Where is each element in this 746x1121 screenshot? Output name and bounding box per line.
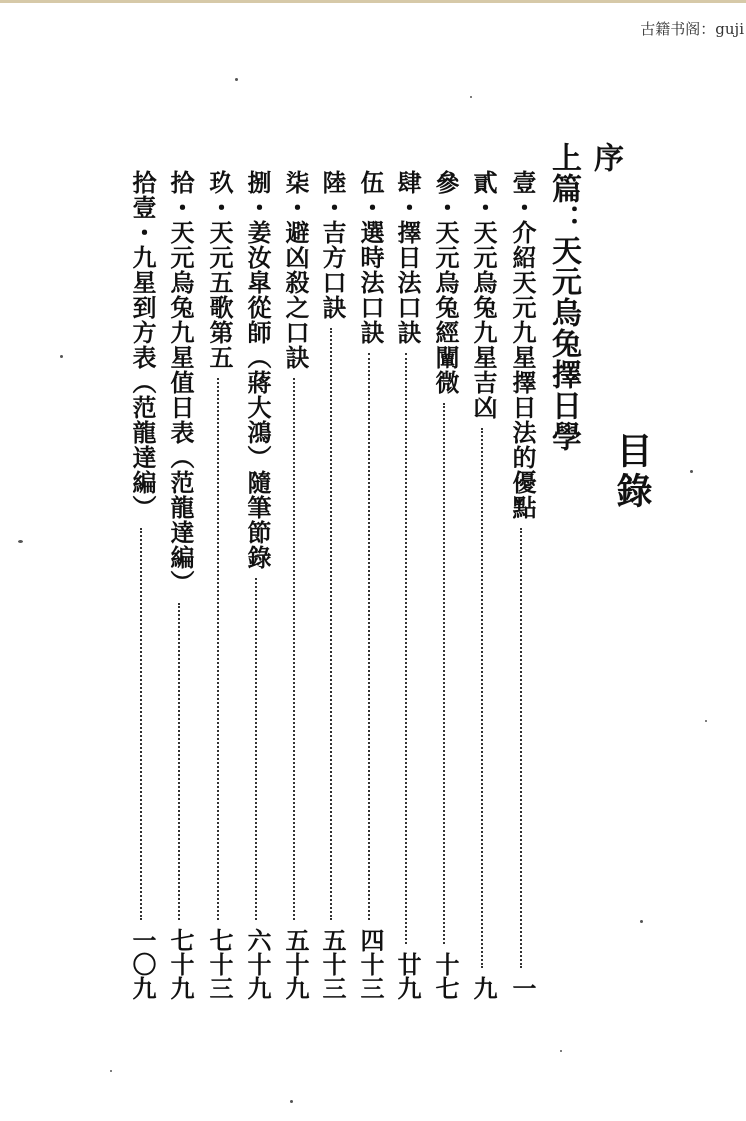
page-title: 目錄 bbox=[611, 432, 652, 512]
scan-speck bbox=[235, 78, 238, 81]
toc-title: 陸・吉方口訣 bbox=[318, 170, 346, 320]
toc-title: 肆・擇日法口訣 bbox=[393, 170, 421, 345]
toc-page: 九 bbox=[469, 976, 497, 1000]
leader-dots bbox=[368, 353, 372, 920]
toc-title: 壹・介紹天元九星擇日法的優點 bbox=[508, 170, 536, 520]
toc-page: 七十九 bbox=[166, 928, 194, 1000]
toc-entry[interactable] bbox=[275, 170, 315, 1000]
toc-page: 五十三 bbox=[318, 928, 346, 1000]
toc-title: 柒・避凶殺之口訣 bbox=[281, 170, 309, 370]
scan-speck bbox=[705, 720, 707, 722]
scan-speck bbox=[110, 1070, 112, 1072]
scan-speck bbox=[60, 355, 63, 358]
leader-dots bbox=[481, 428, 485, 968]
toc-title: 伍・選時法口訣 bbox=[356, 170, 384, 345]
leader-dots bbox=[520, 528, 524, 968]
toc-title: 貳・天元烏兔九星吉凶 bbox=[469, 170, 497, 420]
toc-entry[interactable] bbox=[199, 170, 239, 1000]
toc-page: 一〇九 bbox=[128, 928, 156, 1000]
leader-dots bbox=[405, 353, 409, 944]
toc-title: 拾壹・九星到方表（范龍達編） bbox=[128, 170, 156, 520]
toc-entry[interactable] bbox=[312, 170, 352, 1000]
leader-dots bbox=[255, 578, 259, 920]
leader-dots bbox=[217, 378, 221, 920]
toc-page: 五十九 bbox=[281, 928, 309, 1000]
toc-entry[interactable] bbox=[237, 170, 277, 1000]
toc-entry[interactable] bbox=[463, 170, 503, 1000]
toc-title: 上篇：天元烏兔擇日學 bbox=[546, 142, 581, 452]
watermark-text: 古籍书阁：guji bbox=[640, 20, 744, 38]
leader-dots bbox=[140, 528, 144, 920]
leader-dots bbox=[330, 328, 334, 920]
toc-title: 序 bbox=[588, 142, 623, 173]
scan-speck bbox=[560, 1050, 562, 1052]
scan-speck bbox=[290, 1100, 293, 1103]
toc-entry[interactable] bbox=[502, 170, 542, 1000]
toc-title: 玖・天元五歌第五 bbox=[205, 170, 233, 370]
scan-speck bbox=[470, 96, 472, 98]
scan-speck bbox=[690, 470, 693, 473]
toc-page: 十七 bbox=[431, 952, 459, 1000]
toc-title: 捌・姜汝皐從師（蔣大鴻）隨筆節錄 bbox=[243, 170, 271, 570]
scan-speck bbox=[640, 920, 643, 923]
toc-entry-preface[interactable] bbox=[585, 142, 625, 202]
leader-dots bbox=[293, 378, 297, 920]
leader-dots bbox=[443, 403, 447, 944]
toc-title: 參・天元烏兔經闡微 bbox=[431, 170, 459, 395]
toc-entry[interactable] bbox=[160, 170, 200, 1000]
toc-page: 廿九 bbox=[393, 952, 421, 1000]
toc-page: 一 bbox=[508, 976, 536, 1000]
toc-page: 六十九 bbox=[243, 928, 271, 1000]
toc-entry[interactable] bbox=[350, 170, 390, 1000]
toc-page: 四十三 bbox=[356, 928, 384, 1000]
toc-entry-part-one[interactable] bbox=[543, 142, 583, 452]
leader-dots bbox=[178, 603, 182, 920]
top-border bbox=[0, 0, 746, 3]
toc-entry[interactable] bbox=[425, 170, 465, 1000]
toc-title: 拾・天元烏兔九星值日表（范龍達編） bbox=[166, 170, 194, 595]
toc-entry[interactable] bbox=[122, 170, 162, 1000]
scan-speck bbox=[18, 540, 23, 543]
toc-page: 七十三 bbox=[205, 928, 233, 1000]
toc-entry[interactable] bbox=[387, 170, 427, 1000]
